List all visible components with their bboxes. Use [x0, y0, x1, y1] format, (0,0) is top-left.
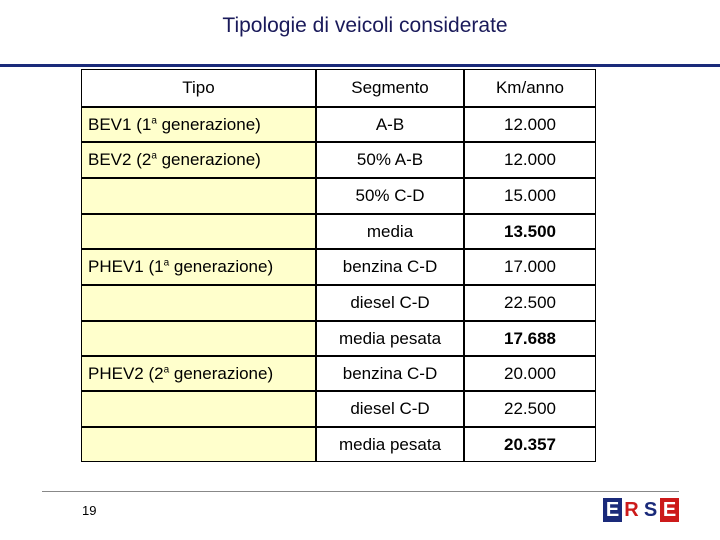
row-km: [464, 391, 596, 427]
tipo-rest: generazione): [156, 114, 261, 134]
segmento-value: diesel C-D: [350, 399, 430, 418]
logo-letter: E: [603, 498, 622, 522]
segmento-value: media pesata: [338, 328, 442, 348]
tipo-sup: a: [163, 257, 170, 269]
segmento-value: media: [366, 221, 414, 241]
row-segmento: [316, 249, 464, 285]
page-number: 19: [82, 503, 97, 518]
row-tipo-empty: [81, 321, 316, 356]
tipo-text: [82, 364, 273, 384]
tipo-sup: a: [163, 363, 170, 375]
logo-letter: E: [660, 498, 679, 522]
logo-letter: S: [643, 498, 658, 521]
segmento-value: 50% C-D: [355, 186, 425, 205]
row-segmento: [316, 178, 464, 214]
header-km: [464, 69, 596, 107]
row-segmento: [316, 321, 464, 356]
row-tipo: [81, 249, 316, 285]
tipo-rest: generazione): [156, 150, 261, 169]
segmento-value: benzina C-D: [342, 363, 438, 383]
row-km: [464, 107, 596, 142]
tipo-main: BEV2 (2: [88, 150, 152, 169]
row-tipo-empty: [81, 285, 316, 321]
row-tipo-empty: [81, 391, 316, 427]
km-value: 12.000: [504, 150, 556, 169]
row-segmento: [316, 142, 464, 178]
footer-divider: [42, 491, 679, 492]
km-value: 15.000: [504, 186, 556, 205]
km-value: 22.500: [504, 399, 556, 418]
tipo-rest: generazione): [169, 257, 274, 276]
tipo-main: PHEV2 (2: [88, 363, 164, 383]
row-km: [464, 356, 596, 391]
vehicle-table: [81, 69, 596, 462]
row-km: [464, 214, 596, 249]
row-segmento: [316, 285, 464, 321]
row-tipo-empty: [81, 427, 316, 462]
km-value: 12.000: [504, 114, 556, 134]
row-km: [464, 285, 596, 321]
row-segmento: [316, 356, 464, 391]
header-segmento-label: Segmento: [351, 78, 429, 97]
tipo-main: PHEV1 (1: [88, 257, 164, 276]
tipo-main: BEV1 (1: [88, 114, 152, 134]
segmento-value: media pesata: [338, 434, 442, 454]
km-value: 20.000: [504, 363, 556, 383]
row-km: [464, 321, 596, 356]
km-value: 22.500: [504, 293, 556, 312]
row-segmento: [316, 391, 464, 427]
title-divider: [0, 64, 720, 67]
km-value: 13.500: [504, 221, 556, 241]
tipo-text: [82, 150, 261, 170]
header-tipo: [81, 69, 316, 107]
row-tipo: [81, 142, 316, 178]
row-segmento: [316, 427, 464, 462]
header-km-label: Km/anno: [495, 78, 565, 97]
segmento-value: A-B: [375, 114, 405, 134]
tipo-text: [82, 115, 261, 135]
row-km: [464, 249, 596, 285]
tipo-rest: generazione): [169, 363, 274, 383]
row-tipo-empty: [81, 214, 316, 249]
row-km: [464, 142, 596, 178]
header-tipo-label: Tipo: [182, 78, 215, 97]
segmento-value: diesel C-D: [350, 293, 430, 312]
row-tipo: [81, 107, 316, 142]
tipo-sup: a: [151, 114, 157, 126]
row-tipo-empty: [81, 178, 316, 214]
logo-letter: R: [624, 498, 639, 521]
row-segmento: [316, 107, 464, 142]
slide-title: Tipologie di veicoli considerate: [222, 14, 508, 37]
segmento-value: benzina C-D: [342, 257, 438, 276]
tipo-sup: a: [151, 150, 157, 162]
tipo-text: [82, 257, 273, 277]
row-km: [464, 178, 596, 214]
row-tipo: [81, 356, 316, 391]
erse-logo: [603, 498, 679, 522]
row-segmento: [316, 214, 464, 249]
km-value: 20.357: [504, 434, 556, 454]
segmento-value: 50% A-B: [356, 150, 424, 169]
km-value: 17.000: [504, 257, 556, 276]
header-segmento: [316, 69, 464, 107]
row-km: [464, 427, 596, 462]
km-value: 17.688: [504, 328, 556, 348]
